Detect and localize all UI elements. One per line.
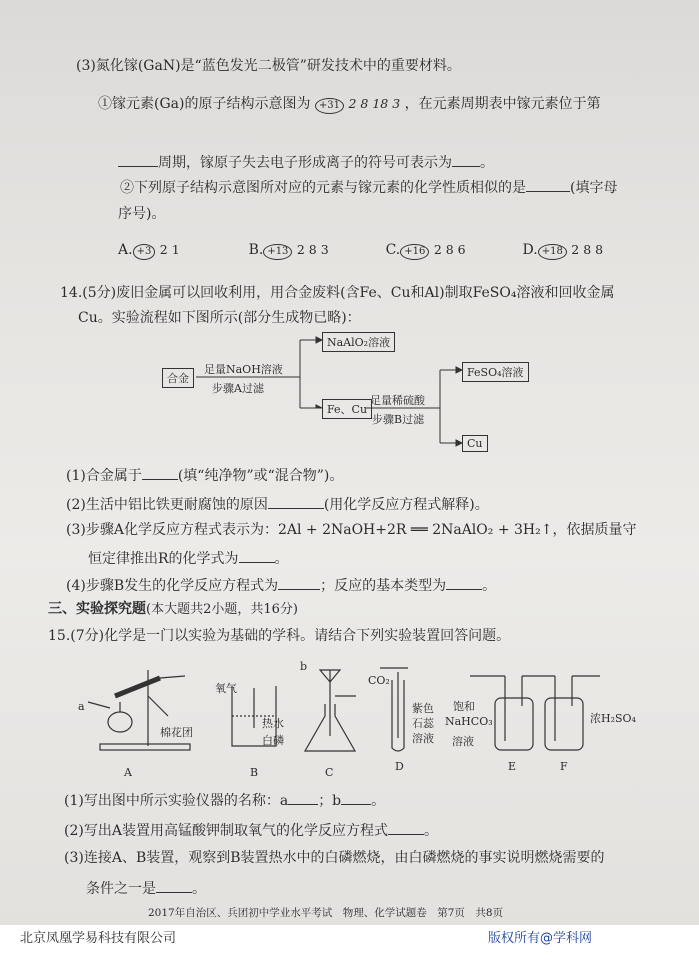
flow-reagent-b: 足量稀硫酸	[370, 394, 425, 407]
answer-blank-period[interactable]	[118, 152, 158, 167]
label-F: F	[560, 760, 568, 773]
label-D: D	[395, 760, 404, 773]
label-C: C	[325, 766, 334, 779]
q15-stem: 15.(7分)化学是一门以实验为基础的学科。请结合下列实验装置回答问题。	[48, 628, 511, 644]
label-a: a	[78, 700, 85, 713]
option-c: C. +16 2 8 6	[385, 242, 466, 258]
answer-blank-ion[interactable]	[452, 152, 480, 167]
label-B: B	[250, 766, 259, 779]
q15-1: (1)写出图中所示实验仪器的名称：a ；b 。	[64, 790, 385, 810]
stand-base	[100, 744, 190, 750]
q13-3-part1: ①镓元素(Ga)的原子结构示意图为 +31 2 8 18 3 ，在元素周期表中镓元素位于第	[98, 96, 601, 112]
q13-options	[118, 241, 603, 260]
q13-3-part1-cont: 周期，镓原子失去电子形成离子的符号可表示为 。	[118, 152, 494, 172]
answer-blank-r[interactable]	[239, 548, 275, 563]
watermark-copyright[interactable]: 版权所有@学科网	[488, 931, 593, 946]
q15-3-cont: 条件之一是 。	[86, 878, 206, 898]
q14-3: (3)步骤A化学反应方程式表示为：2Al + 2NaOH+2R ══ 2NaAlO₂ + 3H₂↑，依据质量守	[66, 522, 637, 538]
q14-1: (1)合金属于 (填“纯净物”或“混合物”)。	[66, 465, 343, 485]
q15-3: (3)连接A、B装置，观察到B装置热水中的白磷燃烧，由白磷燃烧的事实说明燃烧需要的	[64, 850, 605, 866]
watermark-company: 北京凤凰学易科技有限公司	[20, 931, 177, 946]
label-oxygen: 氧气	[215, 682, 237, 695]
alcohol-lamp	[108, 712, 132, 732]
answer-blank-kmno4[interactable]	[388, 820, 424, 835]
q14-2: (2)生活中铝比铁更耐腐蚀的原因 (用化学反应方程式解释)。	[66, 494, 489, 514]
flow-reagent-a: 足量NaOH溶液	[204, 363, 283, 376]
flow-fecu: Fe、Cu	[322, 399, 372, 419]
q13-3-part2: ②下列原子结构示意图所对应的元素与镓元素的化学性质相似的是 (填字母	[120, 177, 617, 197]
section-3-title: 三、实验探究题(本大题共2小题，共16分)	[48, 601, 298, 617]
label-hot-water: 热水	[262, 717, 284, 730]
label-E: E	[508, 760, 517, 773]
delivery-tube-a	[160, 676, 185, 678]
answer-blank-alloy[interactable]	[142, 465, 178, 480]
answer-blank-similar[interactable]	[526, 177, 570, 192]
flow-naalo2: NaAlO₂溶液	[322, 332, 395, 352]
q15-2: (2)写出A装置用高锰酸钾制取氧气的化学反应方程式 。	[64, 820, 438, 840]
test-tube-a	[115, 678, 160, 696]
q13-3-intro: (3)氮化镓(GaN)是“蓝色发光二极管”研发技术中的重要材料。	[76, 58, 461, 74]
flow-cu: Cu	[462, 435, 488, 452]
answer-blank-condition[interactable]	[156, 878, 192, 893]
label-h2so4: 浓H₂SO₄	[590, 712, 636, 725]
option-d: D. +18 2 8 8	[522, 242, 604, 258]
flow-step-a: 步骤A过滤	[212, 382, 264, 395]
ga-nucleus: +31	[315, 98, 344, 114]
label-cotton: 棉花团	[160, 726, 193, 739]
label-A: A	[124, 766, 132, 779]
label-nahco3: NaHCO₃	[445, 715, 493, 728]
label-litmus: 石蕊	[412, 717, 434, 730]
flow-step-b: 步骤B过滤	[372, 413, 425, 426]
q13-3-part2-cont: 序号)。	[118, 206, 166, 222]
label-white-p: 白磷	[262, 734, 284, 747]
flow-alloy: 合金	[162, 368, 194, 388]
option-a: A. +3 2 1	[118, 242, 180, 258]
ga-shells: 2 8 18 3	[348, 96, 401, 111]
label-saturated: 饱和	[453, 700, 475, 713]
label-purple: 紫色	[412, 702, 434, 715]
label-b: b	[300, 660, 308, 673]
answer-blank-a[interactable]	[288, 790, 318, 805]
flow-feso4: FeSO₄溶液	[462, 362, 529, 382]
q14-3-cont: 恒定律推出R的化学式为 。	[88, 548, 289, 568]
q14-stem-1: 14.(5分)废旧金属可以回收利用，用合金废料(含Fe、Cu和Al)制取FeSO₄溶液和回收金属	[60, 285, 615, 301]
answer-blank-type[interactable]	[446, 575, 482, 590]
label-solution-2: 溶液	[452, 735, 474, 748]
page-footer: 2017年自治区、兵团初中学业水平考试 物理、化学试题卷 第7页 共8页	[148, 907, 504, 919]
answer-blank-eq[interactable]	[278, 575, 320, 590]
option-b: B. +13 2 8 3	[248, 242, 329, 258]
label-solution: 溶液	[412, 732, 434, 745]
answer-blank-b[interactable]	[341, 790, 371, 805]
q14-4: (4)步骤B发生的化学反应方程式为 ；反应的基本类型为 。	[66, 575, 496, 595]
label-co2: CO₂	[368, 674, 390, 687]
answer-blank-al[interactable]	[268, 494, 324, 509]
q14-stem-2: Cu。实验流程如下图所示(部分生成物已略)：	[78, 310, 361, 326]
